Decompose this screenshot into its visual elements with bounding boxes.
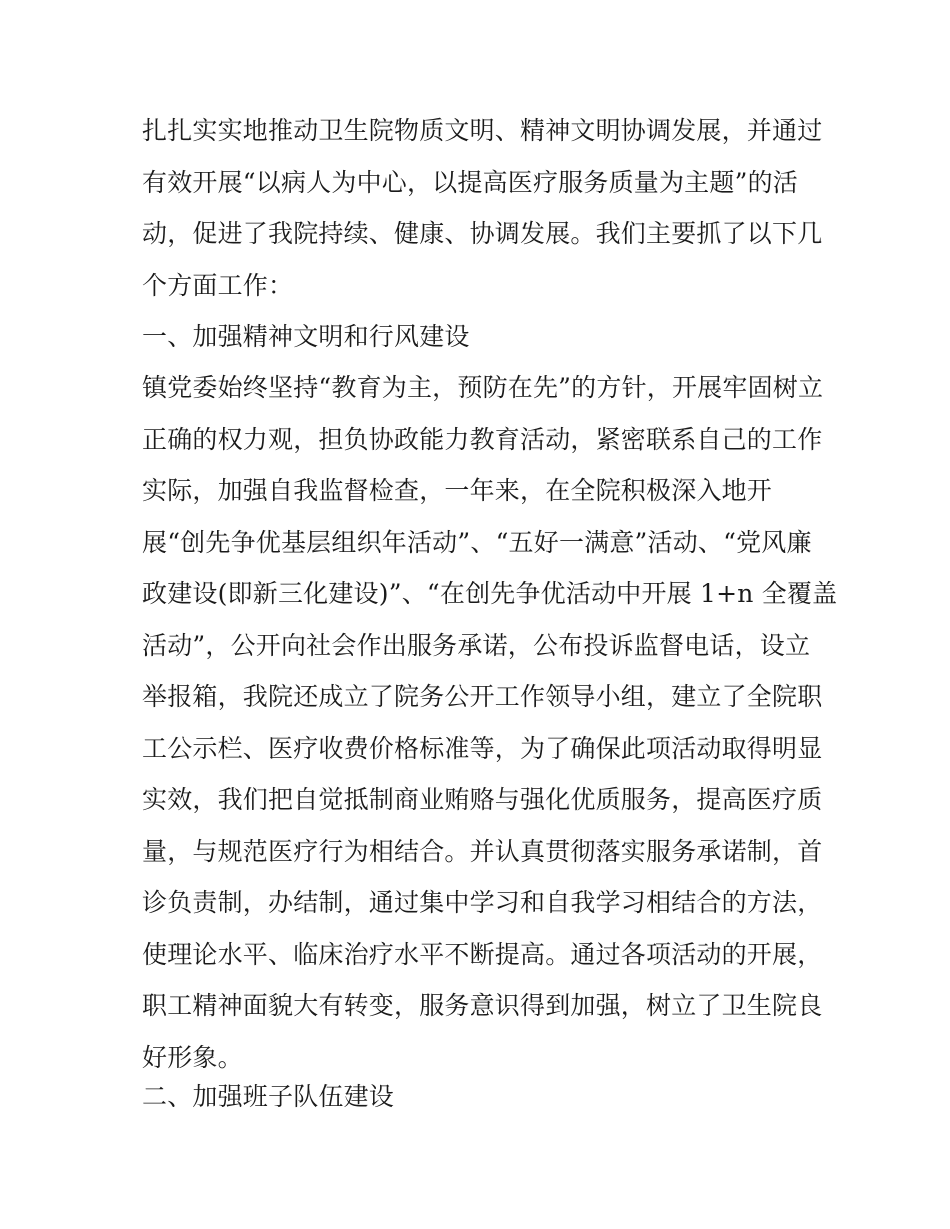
text-line: 实效，我们把自觉抵制商业贿赂与强化优质服务，提高医疗质 bbox=[142, 785, 823, 814]
paragraph-spiritual-civilization bbox=[142, 362, 838, 1083]
text-line: 动，促进了我院持续、健康、协调发展。我们主要抓了以下几 bbox=[142, 219, 823, 248]
text-line: 政建设(即新三化建设)”、“在创先争优活动中开展 1+n 全覆盖 bbox=[142, 579, 838, 608]
text-line: 镇党委始终坚持“教育为主，预防在先”的方针，开展牢固树立 bbox=[142, 373, 824, 402]
text-line: 好形象。 bbox=[142, 1042, 243, 1072]
text-line: 诊负责制，办结制，通过集中学习和自我学习相结合的方法， bbox=[142, 888, 823, 917]
section-heading-1 bbox=[142, 311, 822, 363]
text-line: 工公示栏、医疗收费价格标准等，为了确保此项活动取得明显 bbox=[142, 733, 823, 763]
paragraph-intro bbox=[142, 105, 822, 311]
text-line: 使理论水平、临床治疗水平不断提高。通过各项活动的开展， bbox=[142, 939, 823, 969]
text-line: 扎扎实实地推动卫生院物质文明、精神文明协调发展，并通过 bbox=[142, 116, 823, 145]
text-line: 实际，加强自我监督检查，一年来，在全院积极深入地开 bbox=[142, 476, 773, 505]
text-line: 个方面工作： bbox=[142, 270, 294, 300]
text-line: 展“创先争优基层组织年活动”、“五好一满意”活动、“党风廉 bbox=[142, 527, 812, 557]
text-line: 举报箱，我院还成立了院务公开工作领导小组，建立了全院职 bbox=[142, 682, 823, 711]
text-line: 职工精神面貌大有转变，服务意识得到加强，树立了卫生院良 bbox=[142, 991, 823, 1020]
text-line: 正确的权力观，担负协政能力教育活动，紧密联系自己的工作 bbox=[142, 424, 823, 454]
section-heading-2 bbox=[142, 1071, 822, 1123]
heading-text: 二、加强班子队伍建设 bbox=[142, 1082, 395, 1111]
heading-text: 一、加强精神文明和行风建设 bbox=[142, 322, 470, 351]
text-line: 活动”，公开向社会作出服务承诺，公布投诉监督电话，设立 bbox=[142, 630, 811, 660]
text-line: 有效开展“以病人为中心，以提高医疗服务质量为主题”的活 bbox=[142, 167, 798, 197]
text-line: 量，与规范医疗行为相结合。并认真贯彻落实服务承诺制，首 bbox=[142, 836, 823, 866]
